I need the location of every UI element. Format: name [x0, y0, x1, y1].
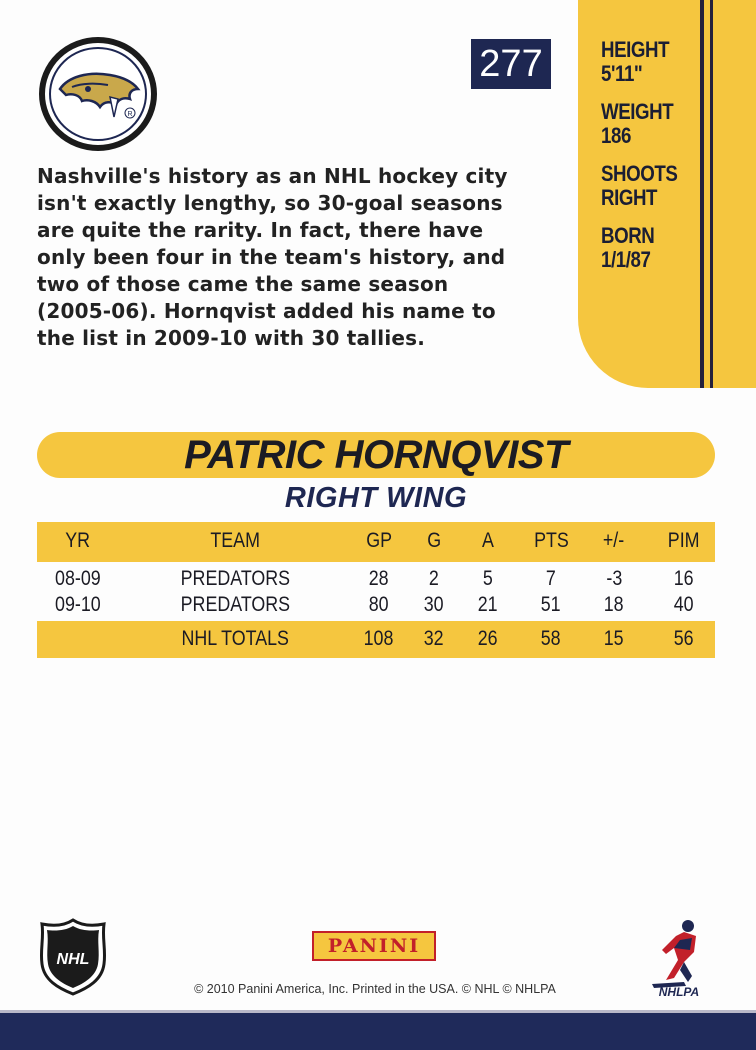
stats-header-yr: YR	[65, 529, 91, 552]
copyright-text: © 2010 Panini America, Inc. Printed in the USA. © NHL © NHLPA	[194, 982, 556, 996]
vital-weight: WEIGHT 186	[601, 99, 674, 148]
bio-line: (2005-06). Hornqvist added his name to	[37, 299, 496, 323]
stats-row-2-gp: 80	[369, 593, 389, 616]
nhl-shield-icon	[38, 918, 108, 996]
stats-row-2-a: 21	[478, 593, 498, 616]
bio-line: isn't exactly lengthy, so 30-goal seasons	[37, 191, 503, 215]
bio-line: two of those came the same season	[37, 272, 449, 296]
stats-row-1-a: 5	[483, 567, 493, 590]
stats-header-plus-minus: +/-	[603, 529, 625, 552]
player-vitals	[601, 38, 696, 286]
stats-row-1-g: 2	[429, 567, 439, 590]
player-name: PATRIC HORNQVIST	[184, 433, 568, 477]
stats-row-1-gp: 28	[369, 567, 389, 590]
stats-row-2-g: 30	[424, 593, 444, 616]
bio-line: the list in 2009-10 with 30 tallies.	[37, 326, 426, 350]
stats-row-1-plus-minus: -3	[606, 567, 622, 590]
stats-row-2-plus-minus: 18	[604, 593, 624, 616]
bio-line: only been four in the team's history, and	[37, 245, 506, 269]
panini-logo: PANINI	[312, 931, 436, 961]
stats-totals-pts: 58	[541, 627, 561, 650]
stats-totals-a: 26	[478, 627, 498, 650]
stats-row-1-yr: 08-09	[55, 567, 101, 590]
stats-header-pim: PIM	[668, 529, 700, 552]
stats-totals-yr	[38, 627, 118, 651]
bio-line: Nashville's history as an NHL hockey city	[37, 164, 508, 188]
stats-totals-g: 32	[424, 627, 444, 650]
stats-row-2-team: PREDATORS	[180, 593, 290, 616]
card-number: 277	[471, 39, 551, 89]
stats-totals-team: NHL TOTALS	[181, 627, 289, 650]
stats-row-2-pts: 51	[541, 593, 561, 616]
stats-header-gp: GP	[366, 529, 392, 552]
stats-header-team: TEAM	[210, 529, 260, 552]
vitals-divider	[700, 0, 704, 388]
stats-row-2-yr: 09-10	[55, 593, 101, 616]
stats-totals-gp: 108	[364, 627, 394, 650]
bio-line: are quite the rarity. In fact, there have	[37, 218, 484, 242]
player-bio	[37, 163, 527, 352]
stats-totals-plus-minus: 15	[604, 627, 624, 650]
stats-header-g: G	[427, 529, 441, 552]
stats-totals-pim: 56	[674, 627, 694, 650]
player-position: RIGHT WING	[284, 482, 468, 514]
stats-row-1-pts: 7	[546, 567, 556, 590]
stats-row-1-pim: 16	[674, 567, 694, 590]
nhlpa-label: NHLPA	[658, 985, 700, 999]
vitals-divider	[710, 0, 713, 388]
svg-text:NHL: NHL	[56, 951, 90, 968]
bottom-border	[0, 1013, 756, 1050]
stats-row-1-team: PREDATORS	[180, 567, 290, 590]
vital-shoots: SHOOTS RIGHT	[601, 161, 678, 210]
vital-born: BORN 1/1/87	[601, 223, 655, 272]
vital-height: HEIGHT 5'11"	[601, 37, 670, 86]
stats-row-2-pim: 40	[674, 593, 694, 616]
stats-header-a: A	[482, 529, 494, 552]
predators-logo-icon	[38, 37, 158, 152]
svg-text:R: R	[127, 111, 133, 118]
stats-header-pts: PTS	[533, 529, 569, 552]
